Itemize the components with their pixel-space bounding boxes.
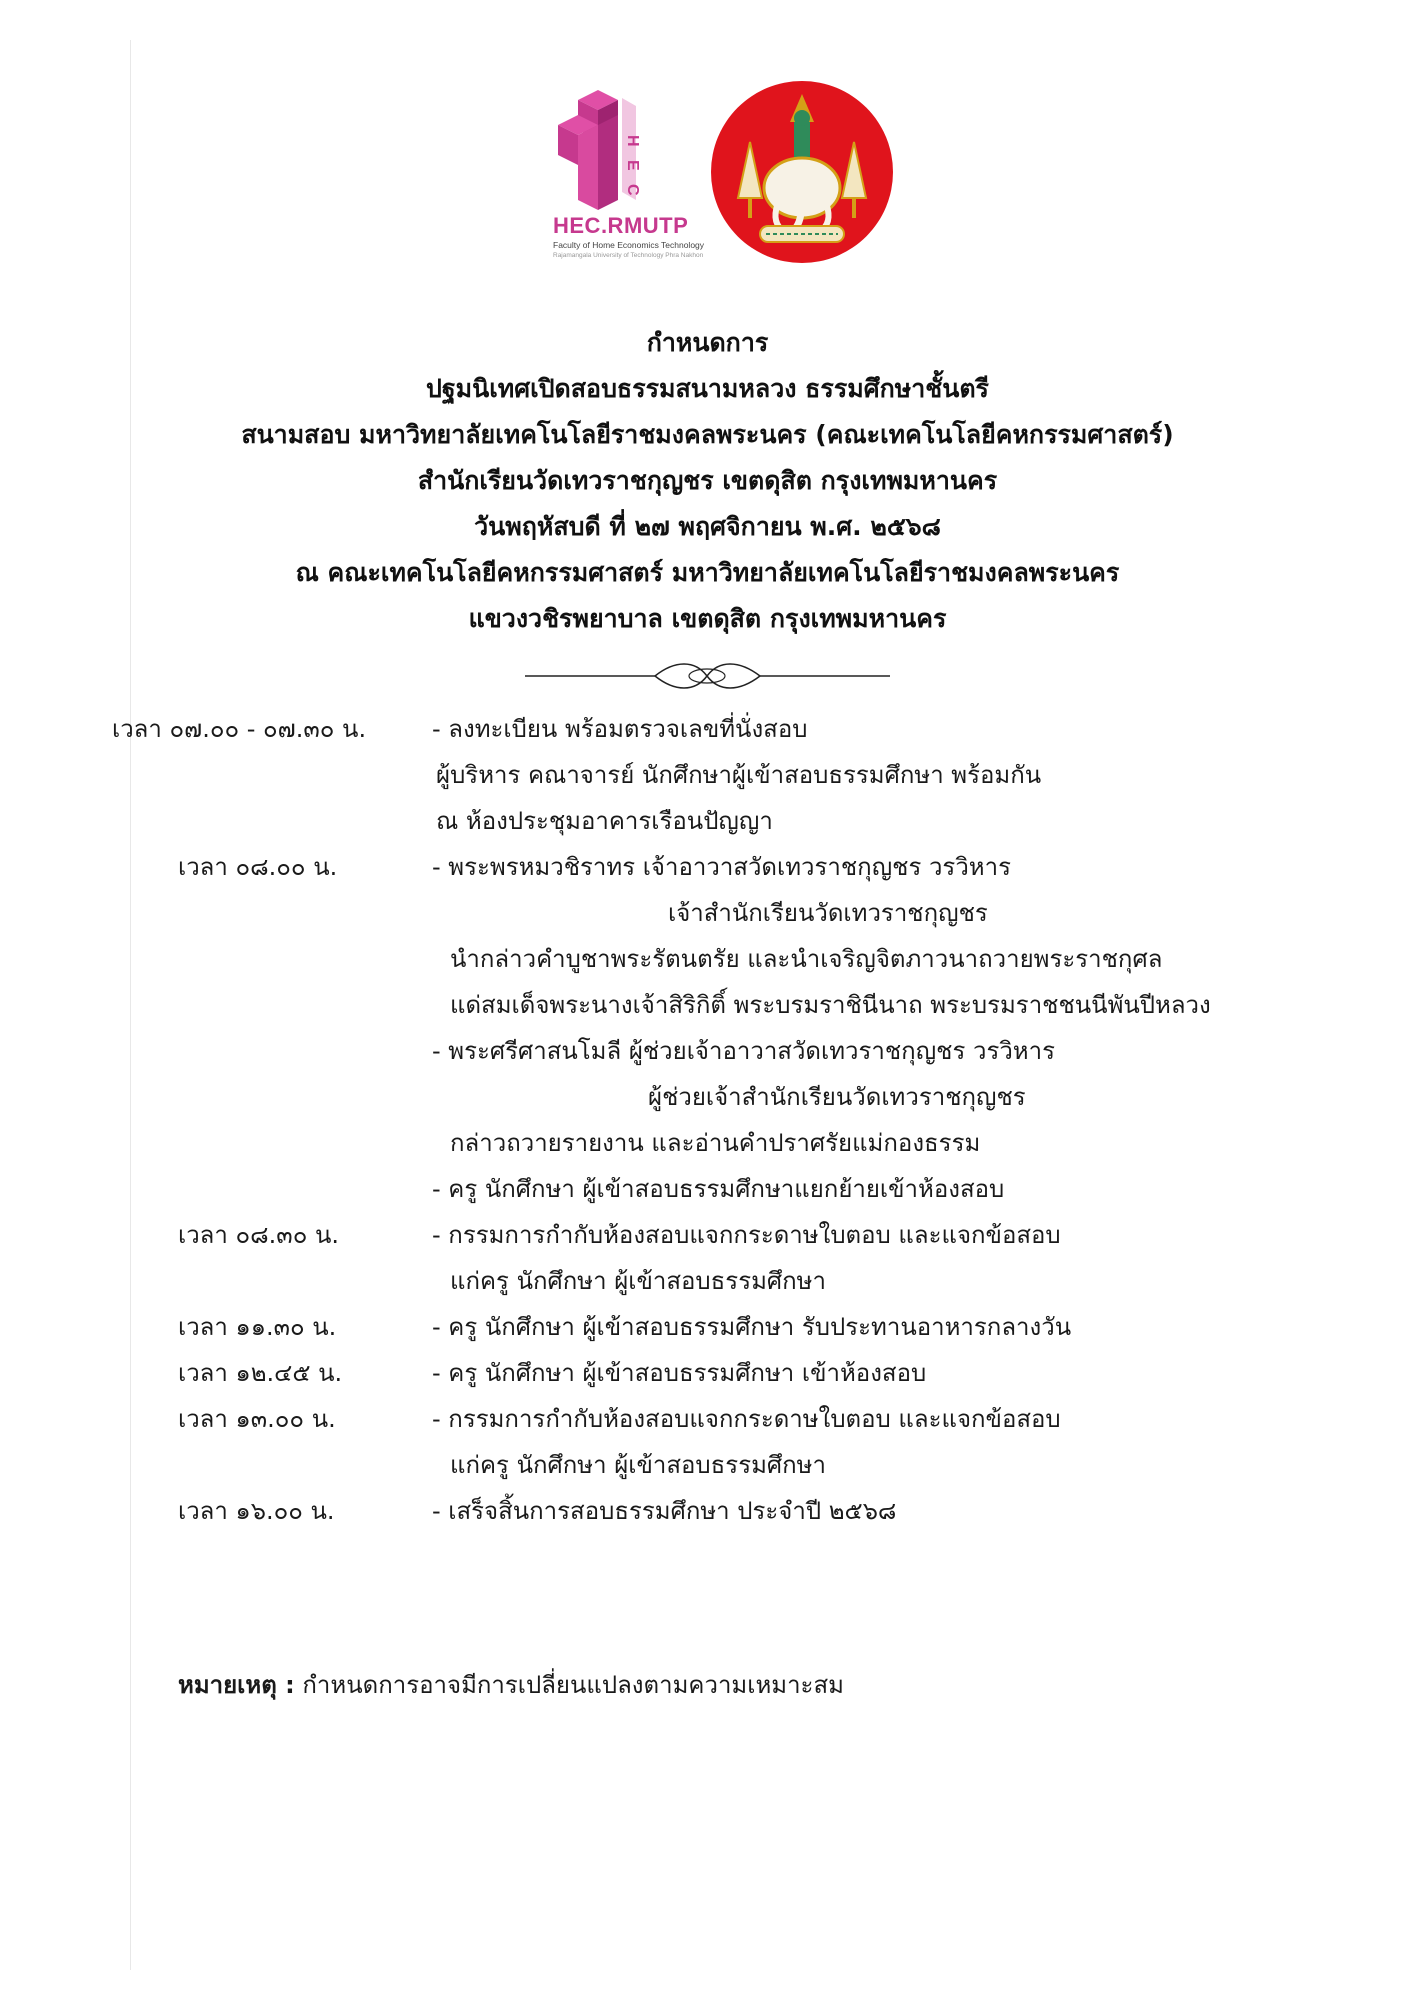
schedule-row (0, 1304, 1415, 1350)
hec-faculty-text: Faculty of Home Economics Technology (553, 240, 705, 250)
activity-text: - ครู นักศึกษา ผู้เข้าสอบธรรมศึกษาแยกย้ายเข้าห้องสอบ (432, 1175, 1005, 1203)
ornament-divider (525, 658, 890, 694)
remark-text: กำหนดการอาจมีการเปลี่ยนแปลงตามความเหมาะสม (302, 1671, 844, 1699)
activity-text: ณ ห้องประชุมอาคารเรือนปัญญา (436, 807, 773, 835)
document-header (0, 320, 1415, 642)
activity-text: - ครู นักศึกษา ผู้เข้าสอบธรรมศึกษา รับประทานอาหารกลางวัน (432, 1313, 1072, 1341)
header-line-2: ปฐมนิเทศเปิดสอบธรรมสนามหลวง ธรรมศึกษาชั้นตรี (426, 374, 989, 403)
activity-text: ผู้ช่วยเจ้าสำนักเรียนวัดเทวราชกุญชร (648, 1083, 1026, 1111)
activity-text: - พระพรหมวชิราทร เจ้าอาวาสวัดเทวราชกุญชร วรวิหาร (432, 853, 1011, 881)
hec-university-text: Rajamangala University of Technology Phra Nakhon (553, 252, 704, 259)
activity-text: แก่ครู นักศึกษา ผู้เข้าสอบธรรมศึกษา (450, 1451, 826, 1479)
svg-text:H: H (624, 135, 641, 147)
header-line-5: วันพฤหัสบดี ที่ ๒๗ พฤศจิกายน พ.ศ. ๒๕๖๘ (474, 512, 941, 541)
header-title: กำหนดการ (646, 328, 769, 357)
time-label: เวลา ๑๑.๓๐ น. (178, 1313, 337, 1341)
time-label: เวลา ๐๗.๐๐ - ๐๗.๓๐ น. (112, 715, 367, 743)
time-label: เวลา ๑๒.๔๕ น. (178, 1359, 343, 1387)
activity-text: - เสร็จสิ้นการสอบธรรมศึกษา ประจำปี ๒๕๖๘ (432, 1497, 897, 1525)
activity-text: - ลงทะเบียน พร้อมตรวจเลขที่นั่งสอบ (432, 715, 808, 743)
schedule-row (0, 844, 1415, 890)
activity-text: - พระศรีศาสนโมลี ผู้ช่วยเจ้าอาวาสวัดเทวราชกุญชร วรวิหาร (432, 1037, 1055, 1065)
time-label: เวลา ๐๘.๐๐ น. (178, 853, 338, 881)
header-line-4: สำนักเรียนวัดเทวราชกุญชร เขตดุสิต กรุงเทพมหานคร (417, 466, 998, 495)
schedule-row (0, 1396, 1415, 1442)
header-line-3: สนามสอบ มหาวิทยาลัยเทคโนโลยีราชมงคลพระนคร (คณะเทคโนโลยีคหกรรมศาสตร์) (241, 420, 1174, 449)
svg-text:C: C (624, 184, 641, 196)
svg-text:E: E (624, 160, 641, 171)
header-line-6: ณ คณะเทคโนโลยีคหกรรมศาสตร์ มหาวิทยาลัยเทคโนโลยีราชมงคลพระนคร (295, 558, 1120, 587)
time-label: เวลา ๑๖.๐๐ น. (178, 1497, 335, 1525)
rajamangala-seal (710, 80, 894, 264)
remark (178, 1662, 844, 1708)
activity-text: เจ้าสำนักเรียนวัดเทวราชกุญชร (668, 899, 988, 927)
activity-text: แด่สมเด็จพระนางเจ้าสิริกิติ์ พระบรมราชินีนาถ พระบรมราชชนนีพันปีหลวง (450, 991, 1211, 1019)
schedule-row (0, 1488, 1415, 1534)
remark-label: หมายเหตุ : (178, 1671, 295, 1699)
header-line-7: แขวงวชิรพยาบาล เขตดุสิต กรุงเทพมหานคร (468, 604, 947, 633)
schedule-row (0, 1212, 1415, 1258)
hec-wordmark: HEC.RMUTP (553, 213, 689, 238)
activity-text: - กรรมการกำกับห้องสอบแจกกระดาษใบตอบ และแจกข้อสอบ (432, 1221, 1061, 1249)
activity-text: - กรรมการกำกับห้องสอบแจกกระดาษใบตอบ และแจกข้อสอบ (432, 1405, 1061, 1433)
time-label: เวลา ๐๘.๓๐ น. (178, 1221, 340, 1249)
activity-text: นำกล่าวคำบูชาพระรัตนตรัย และนำเจริญจิตภาวนาถวายพระราชกุศล (450, 945, 1163, 973)
time-label: เวลา ๑๓.๐๐ น. (178, 1405, 336, 1433)
logo-bar (0, 80, 1415, 270)
schedule-row (0, 1350, 1415, 1396)
activity-text: แก่ครู นักศึกษา ผู้เข้าสอบธรรมศึกษา (450, 1267, 826, 1295)
schedule-row (0, 706, 1415, 752)
activity-text: ผู้บริหาร คณาจารย์ นักศึกษาผู้เข้าสอบธรรมศึกษา พร้อมกัน (436, 761, 1042, 789)
activity-text: กล่าวถวายรายงาน และอ่านคำปราศรัยแม่กองธรรม (450, 1129, 981, 1157)
activity-text: - ครู นักศึกษา ผู้เข้าสอบธรรมศึกษา เข้าห้องสอบ (432, 1359, 927, 1387)
